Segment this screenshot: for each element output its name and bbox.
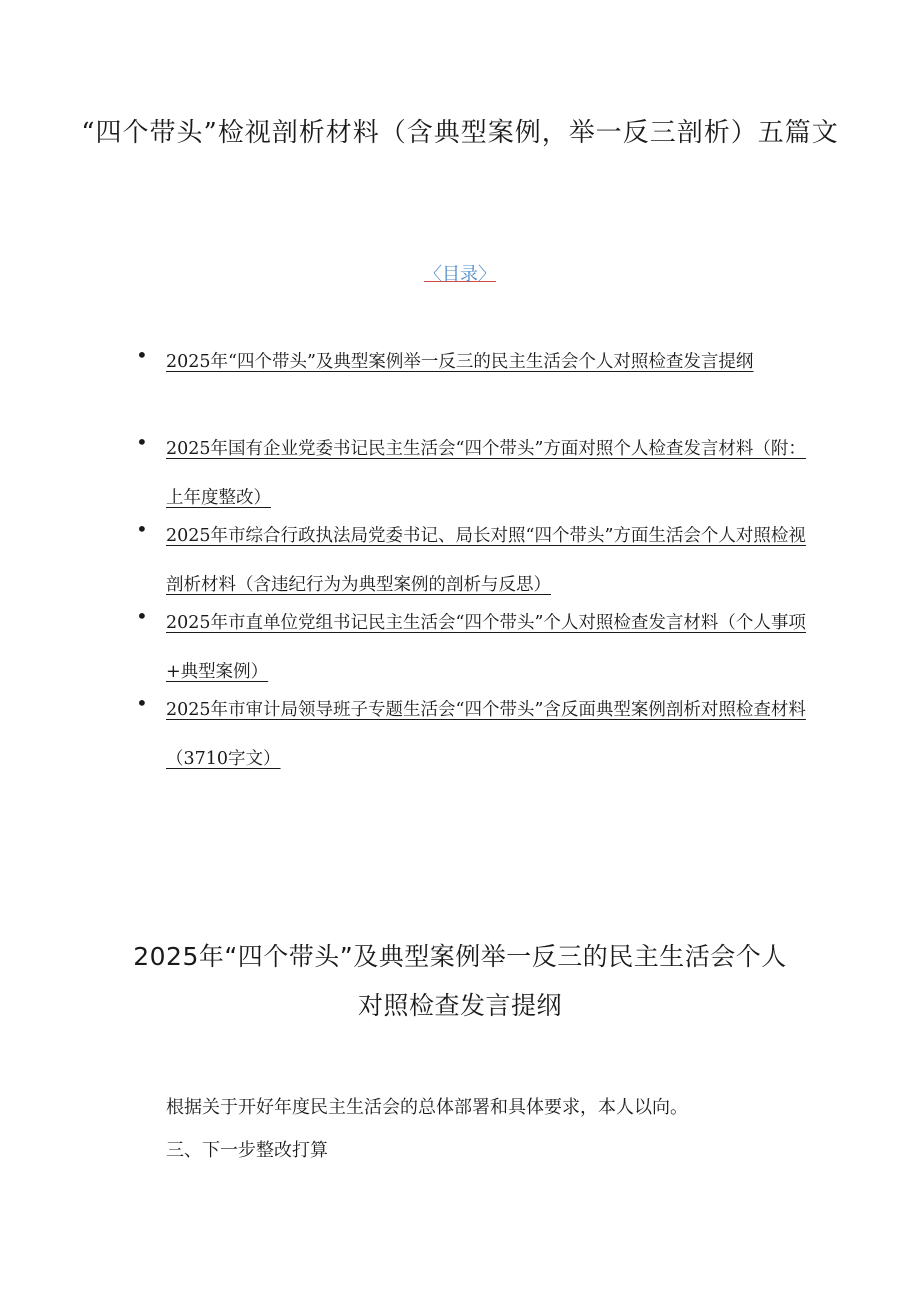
- toc-item-2: [128, 425, 808, 524]
- toc-link-4[interactable]: 2025年市直单位党组书记民主生活会“四个带头”个人对照检查发言材料（个人事项+典型案例）: [166, 613, 806, 682]
- toc-item-4: [128, 599, 808, 698]
- toc-link-1[interactable]: 2025年“四个带头”及典型案例举一反三的民主生活会个人对照检查发言提纲: [166, 352, 754, 372]
- document-title: “四个带头”检视剖析材料（含典型案例，举一反三剖析）五篇文: [81, 118, 839, 148]
- bullet-icon: •: [136, 604, 148, 628]
- toc-link-3[interactable]: 2025年市综合行政执法局党委书记、局长对照“四个带头”方面生活会个人对照检视剖析材料（含违纪行为为典型案例的剖析与反思）: [166, 526, 806, 595]
- section-subheading: 三、下一步整改打算: [166, 1140, 328, 1161]
- toc-item-3: [128, 512, 808, 611]
- bullet-icon: •: [136, 517, 148, 541]
- toc-heading: [0, 262, 920, 288]
- toc-item-1: [128, 338, 808, 437]
- bullet-icon: •: [136, 691, 148, 715]
- bullet-icon: •: [136, 343, 148, 367]
- bullet-icon: •: [136, 430, 148, 454]
- toc-link-5[interactable]: 2025年市审计局领导班子专题生活会“四个带头”含反面典型案例剖析对照检查材料（3710字文）: [166, 700, 806, 769]
- toc-link-2[interactable]: 2025年国有企业党委书记民主生活会“四个带头”方面对照个人检查发言材料（附：上年度整改）: [166, 439, 806, 508]
- table-of-contents: [128, 343, 808, 785]
- toc-item-5: [128, 686, 808, 785]
- section-title: 2025年“四个带头”及典型案例举一反三的民主生活会个人对照检查发言提纲: [133, 942, 787, 1020]
- toc-heading-link[interactable]: 〈目录〉: [424, 264, 496, 285]
- body-paragraph: 根据关于开好年度民主生活会的总体部署和具体要求，本人以向。: [166, 1097, 688, 1118]
